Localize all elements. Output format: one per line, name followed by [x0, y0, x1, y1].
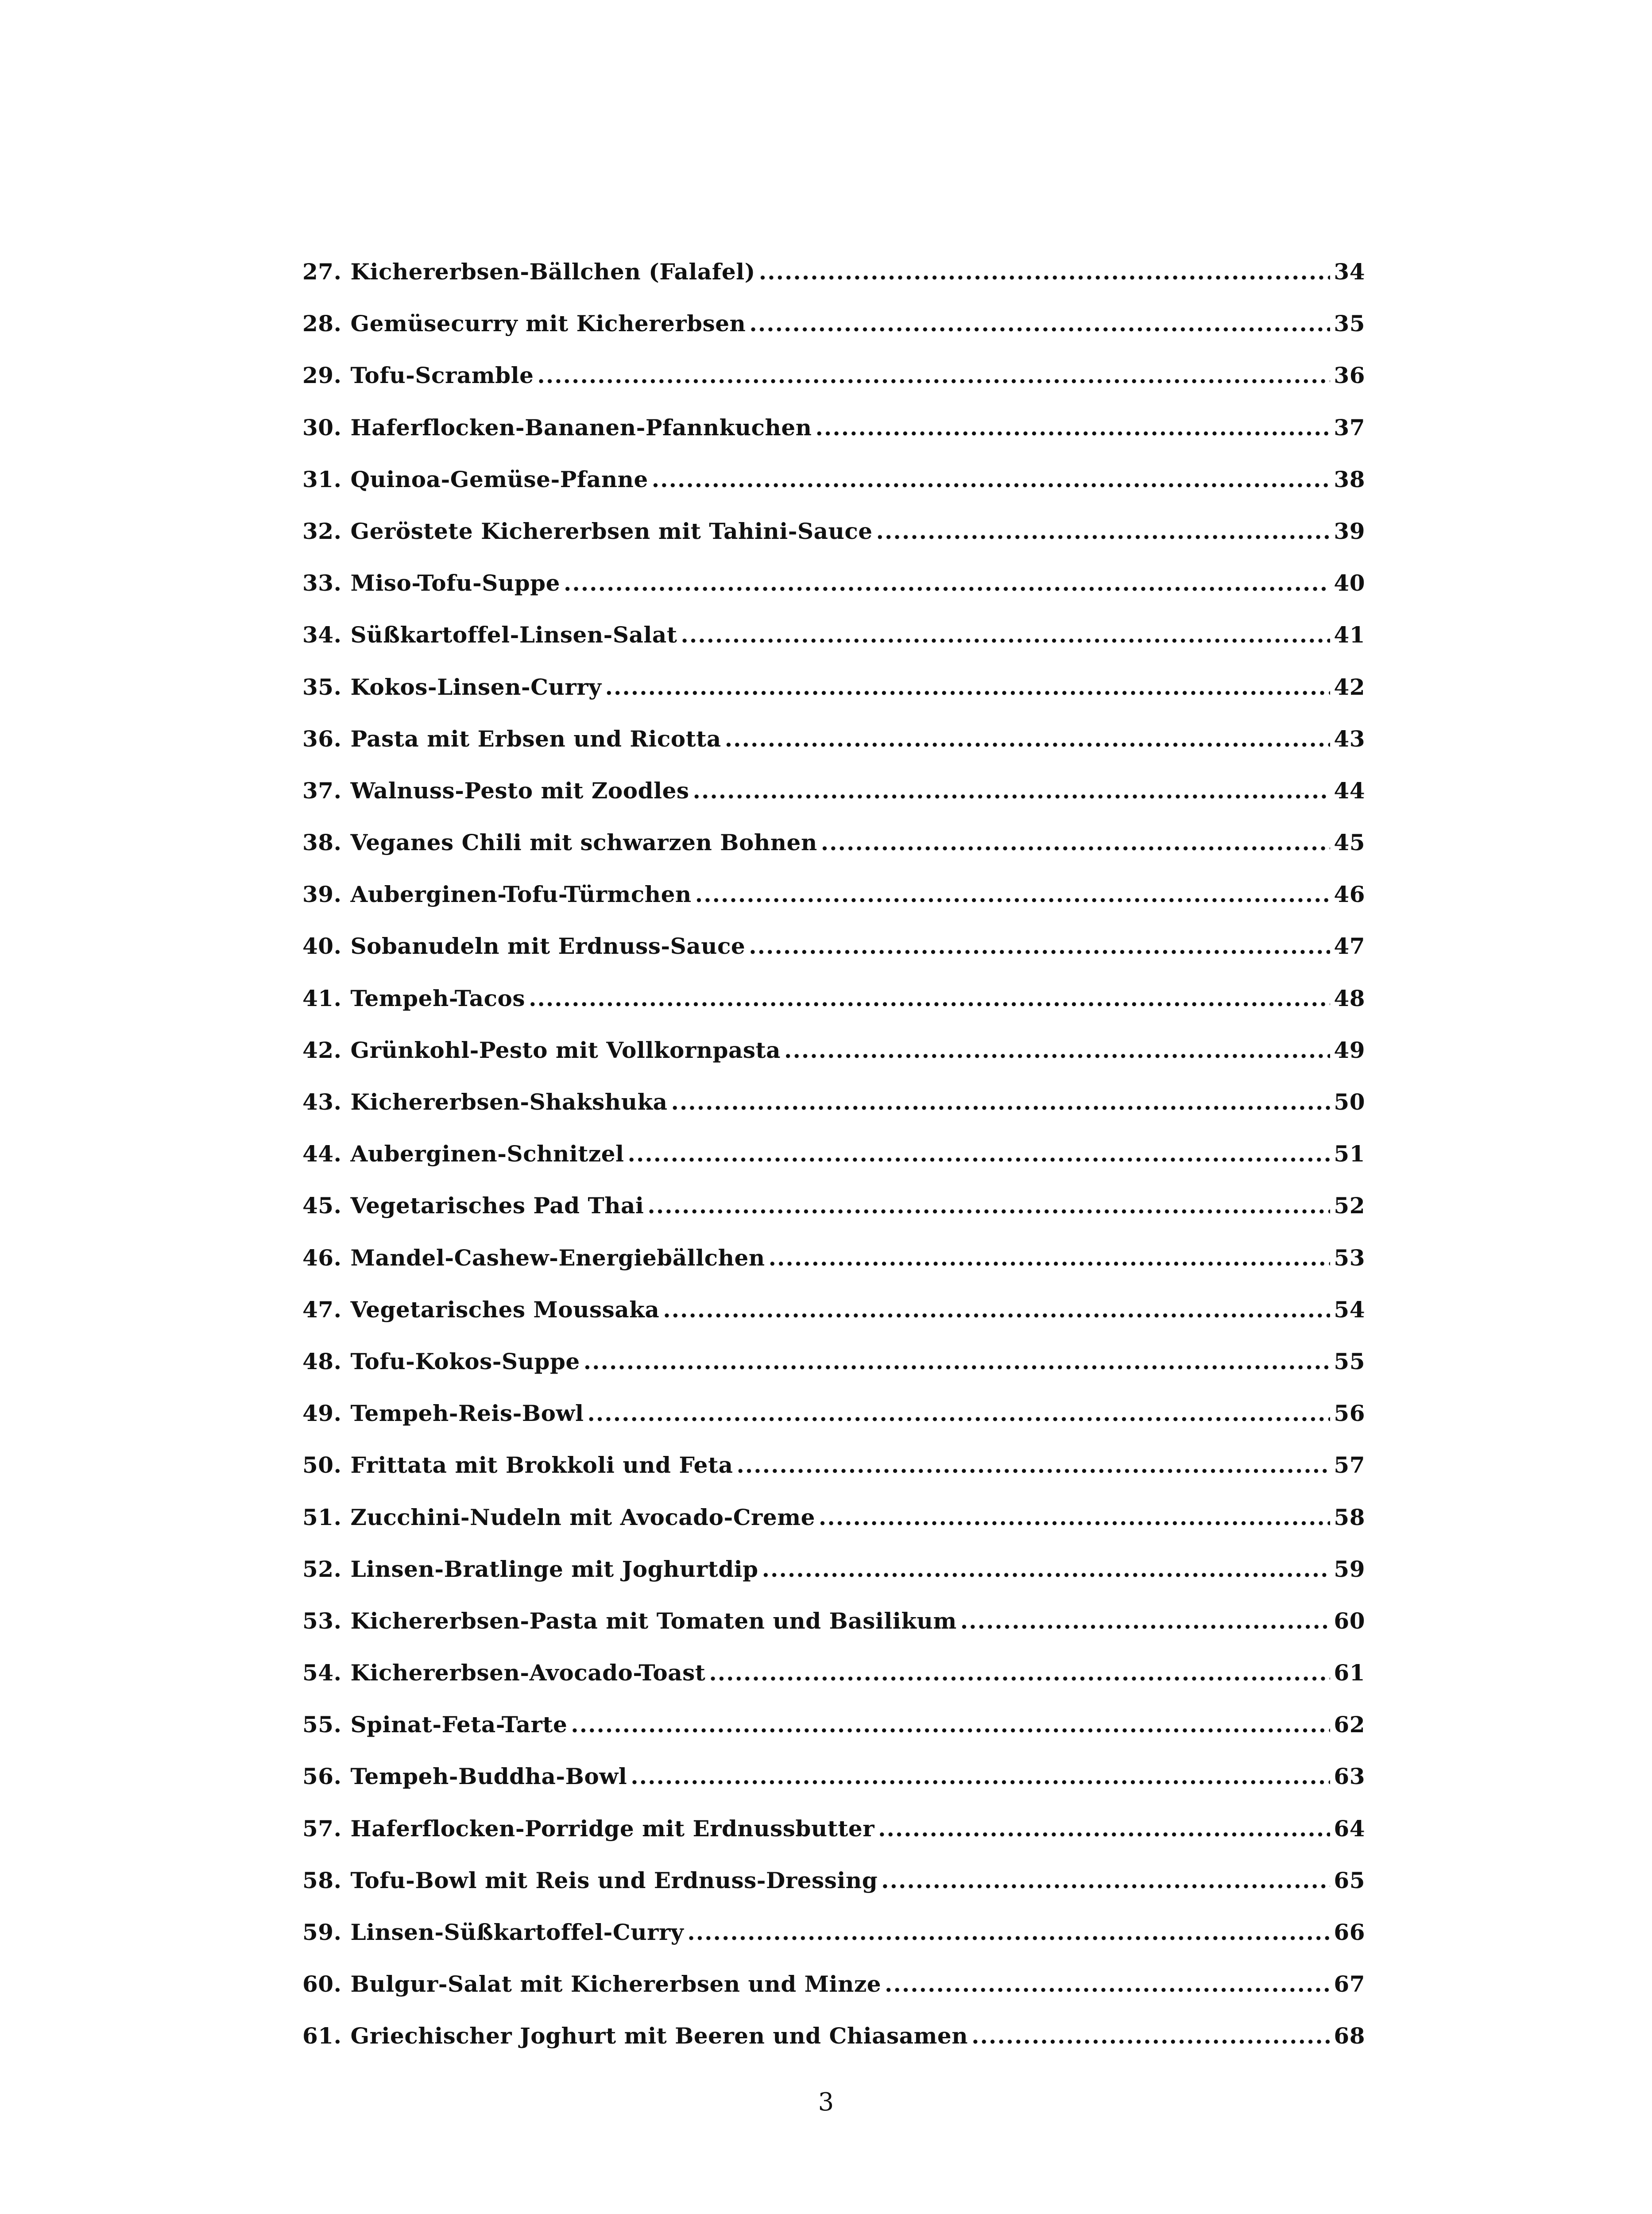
toc-leader-dots: [709, 1660, 1330, 1686]
toc-leader-dots: [885, 1971, 1330, 1997]
toc-leader-dots: [876, 518, 1331, 544]
toc-entry-number: 31.: [302, 466, 342, 492]
toc-entry-number: 29.: [302, 362, 342, 389]
toc-entry[interactable]: [302, 1348, 1365, 1400]
toc-entry-title: Tofu-Scramble: [350, 362, 534, 389]
toc-entry-number: 55.: [302, 1711, 342, 1738]
toc-entry-title: Kokos-Linsen-Curry: [350, 673, 602, 700]
toc-leader-dots: [960, 1608, 1331, 1634]
toc-entry-title: Zucchini-Nudeln mit Avocado-Creme: [350, 1504, 815, 1530]
toc-entry[interactable]: [302, 1867, 1365, 1919]
toc-entry[interactable]: [302, 1141, 1365, 1192]
toc-entry[interactable]: [302, 1763, 1365, 1815]
toc-entry-title: Spinat-Feta-Tarte: [350, 1711, 568, 1738]
toc-entry-title: Sobanudeln mit Erdnuss-Sauce: [350, 933, 746, 960]
toc-entry[interactable]: [302, 674, 1365, 726]
toc-entry-title: Linsen-Bratlinge mit Joghurtdip: [350, 1556, 758, 1582]
toc-entry-page: 39: [1334, 518, 1365, 544]
toc-entry-page: 38: [1334, 466, 1365, 492]
toc-leader-dots: [878, 1815, 1330, 1842]
toc-entry-page: 62: [1334, 1711, 1365, 1738]
toc-entry[interactable]: [302, 1504, 1365, 1556]
toc-entry-page: 46: [1334, 881, 1365, 908]
toc-entry-page: 48: [1334, 985, 1365, 1011]
toc-leader-dots: [663, 1297, 1330, 1323]
toc-entry-number: 47.: [302, 1296, 342, 1323]
toc-leader-dots: [605, 674, 1331, 700]
toc-leader-dots: [821, 829, 1331, 855]
toc-entry-title: Süßkartoffel-Linsen-Salat: [350, 622, 677, 648]
toc-entry-number: 49.: [302, 1400, 342, 1427]
toc-entry-page: 64: [1334, 1815, 1365, 1842]
toc-entry[interactable]: [302, 1556, 1365, 1608]
toc-entry-number: 59.: [302, 1919, 342, 1945]
toc-entry-title: Tempeh-Buddha-Bowl: [350, 1763, 627, 1790]
toc-entry-title: Vegetarisches Moussaka: [350, 1296, 660, 1323]
toc-entry-page: 36: [1334, 362, 1365, 389]
toc-entry-page: 57: [1334, 1452, 1365, 1479]
toc-leader-dots: [769, 1245, 1331, 1271]
toc-entry[interactable]: [302, 1192, 1365, 1244]
toc-entry-title: Veganes Chili mit schwarzen Bohnen: [350, 829, 817, 856]
toc-entry[interactable]: [302, 1400, 1365, 1452]
toc-entry-page: 56: [1334, 1400, 1365, 1427]
page-number: 3: [818, 2088, 834, 2117]
toc-entry-title: Frittata mit Brokkoli und Feta: [350, 1452, 733, 1479]
toc-entry-title: Griechischer Joghurt mit Beeren und Chiasamen: [350, 2023, 968, 2049]
toc-entry-number: 34.: [302, 622, 342, 648]
toc-entry-page: 49: [1334, 1037, 1365, 1063]
toc-entry[interactable]: [302, 1919, 1365, 1971]
toc-entry-title: Grünkohl-Pesto mit Vollkornpasta: [350, 1037, 781, 1063]
toc-entry[interactable]: [302, 1608, 1365, 1660]
toc-entry-number: 44.: [302, 1141, 342, 1167]
toc-entry-page: 67: [1334, 1971, 1365, 1997]
toc-entry[interactable]: [302, 1815, 1365, 1867]
toc-leader-dots: [759, 259, 1331, 285]
toc-leader-dots: [816, 414, 1331, 441]
toc-entry[interactable]: [302, 1037, 1365, 1089]
toc-entry-page: 63: [1334, 1763, 1365, 1790]
toc-entry[interactable]: [302, 622, 1365, 673]
toc-leader-dots: [687, 1919, 1330, 1945]
toc-entry-page: 35: [1334, 310, 1365, 337]
toc-entry-number: 60.: [302, 1971, 342, 1997]
toc-entry-number: 54.: [302, 1660, 342, 1686]
toc-leader-dots: [681, 622, 1330, 648]
toc-leader-dots: [631, 1763, 1330, 1789]
toc-entry-title: Miso-Tofu-Suppe: [350, 570, 560, 596]
toc-entry-page: 47: [1334, 933, 1365, 960]
toc-entry[interactable]: [302, 985, 1365, 1037]
toc-entry[interactable]: [302, 570, 1365, 622]
toc-leader-dots: [571, 1711, 1330, 1738]
toc-entry-title: Kichererbsen-Bällchen (Falafel): [350, 259, 755, 285]
toc-entry-page: 66: [1334, 1919, 1365, 1945]
toc-leader-dots: [529, 985, 1330, 1011]
toc-entry-number: 40.: [302, 933, 342, 960]
toc-entry-page: 61: [1334, 1660, 1365, 1686]
toc-entry-page: 58: [1334, 1504, 1365, 1530]
toc-entry-number: 41.: [302, 985, 342, 1011]
toc-entry[interactable]: [302, 1660, 1365, 1711]
toc-entry[interactable]: [302, 2023, 1365, 2075]
toc-entry-title: Tempeh-Tacos: [350, 985, 526, 1011]
toc-entry-page: 51: [1334, 1141, 1365, 1167]
toc-entry[interactable]: [302, 1297, 1365, 1348]
toc-entry-title: Geröstete Kichererbsen mit Tahini-Sauce: [350, 518, 873, 544]
toc-entry-page: 52: [1334, 1192, 1365, 1219]
toc-entry[interactable]: [302, 1452, 1365, 1504]
toc-entry-page: 34: [1334, 259, 1365, 285]
toc-entry-page: 54: [1334, 1296, 1365, 1323]
toc-entry-title: Kichererbsen-Shakshuka: [350, 1089, 668, 1115]
toc-entry-title: Mandel-Cashew-Energiebällchen: [350, 1244, 765, 1271]
toc-entry-page: 55: [1334, 1348, 1365, 1374]
toc-leader-dots: [671, 1089, 1330, 1115]
toc-entry-page: 68: [1334, 2023, 1365, 2049]
toc-leader-dots: [647, 1192, 1330, 1219]
toc-entry[interactable]: [302, 933, 1365, 985]
toc-leader-dots: [584, 1348, 1331, 1374]
toc-entry-number: 57.: [302, 1815, 342, 1842]
toc-entry-page: 60: [1334, 1607, 1365, 1634]
toc-entry-title: Tofu-Bowl mit Reis und Erdnuss-Dressing: [350, 1867, 878, 1893]
toc-entry[interactable]: [302, 1971, 1365, 2023]
toc-entry[interactable]: [302, 1089, 1365, 1141]
toc-entry[interactable]: [302, 466, 1365, 518]
toc-entry-number: 53.: [302, 1607, 342, 1634]
toc-leader-dots: [564, 570, 1330, 596]
toc-entry-page: 37: [1334, 414, 1365, 441]
toc-entry-number: 39.: [302, 881, 342, 908]
toc-entry[interactable]: [302, 829, 1365, 881]
table-of-contents: [302, 259, 1365, 2075]
toc-entry-number: 28.: [302, 310, 342, 337]
toc-entry-title: Kichererbsen-Avocado-Toast: [350, 1660, 706, 1686]
toc-entry-title: Linsen-Süßkartoffel-Curry: [350, 1919, 684, 1945]
toc-entry-page: 42: [1334, 673, 1365, 700]
toc-entry-number: 37.: [302, 777, 342, 804]
toc-entry[interactable]: [302, 362, 1365, 414]
toc-entry-number: 61.: [302, 2023, 342, 2049]
toc-entry-number: 52.: [302, 1556, 342, 1582]
toc-entry-title: Tempeh-Reis-Bowl: [350, 1400, 584, 1427]
toc-entry-number: 51.: [302, 1504, 342, 1530]
toc-entry-title: Haferflocken-Bananen-Pfannkuchen: [350, 414, 812, 441]
toc-entry-title: Haferflocken-Porridge mit Erdnussbutter: [350, 1815, 875, 1842]
toc-entry-title: Pasta mit Erbsen und Ricotta: [350, 725, 721, 752]
toc-entry-page: 65: [1334, 1867, 1365, 1893]
toc-entry-number: 38.: [302, 829, 342, 856]
toc-leader-dots: [819, 1504, 1330, 1530]
toc-entry-title: Gemüsecurry mit Kichererbsen: [350, 310, 746, 337]
toc-leader-dots: [971, 2023, 1330, 2049]
toc-entry[interactable]: [302, 518, 1365, 570]
toc-entry[interactable]: [302, 310, 1365, 362]
toc-entry-title: Walnuss-Pesto mit Zoodles: [350, 777, 689, 804]
toc-entry-page: 44: [1334, 777, 1365, 804]
toc-entry-number: 35.: [302, 673, 342, 700]
toc-entry-number: 46.: [302, 1244, 342, 1271]
toc-entry-page: 40: [1334, 570, 1365, 596]
toc-leader-dots: [749, 310, 1330, 337]
toc-entry[interactable]: [302, 881, 1365, 933]
toc-entry-page: 59: [1334, 1556, 1365, 1582]
toc-entry-number: 36.: [302, 725, 342, 752]
toc-entry-page: 41: [1334, 622, 1365, 648]
toc-entry-page: 53: [1334, 1244, 1365, 1271]
toc-entry-title: Auberginen-Schnitzel: [350, 1141, 624, 1167]
toc-entry-number: 32.: [302, 518, 342, 544]
toc-entry-page: 50: [1334, 1089, 1365, 1115]
toc-leader-dots: [695, 881, 1331, 907]
toc-entry[interactable]: [302, 259, 1365, 310]
toc-leader-dots: [652, 466, 1331, 492]
toc-entry-title: Vegetarisches Pad Thai: [350, 1192, 644, 1219]
toc-entry-title: Bulgur-Salat mit Kichererbsen und Minze: [350, 1971, 882, 1997]
toc-entry-title: Auberginen-Tofu-Türmchen: [350, 881, 692, 908]
toc-leader-dots: [537, 362, 1330, 388]
toc-entry-number: 33.: [302, 570, 342, 596]
toc-leader-dots: [881, 1867, 1330, 1893]
toc-leader-dots: [762, 1556, 1331, 1582]
toc-entry[interactable]: [302, 1245, 1365, 1297]
toc-entry-number: 30.: [302, 414, 342, 441]
toc-entry-number: 27.: [302, 259, 342, 285]
toc-entry[interactable]: [302, 414, 1365, 466]
toc-entry[interactable]: [302, 1711, 1365, 1763]
toc-entry-title: Quinoa-Gemüse-Pfanne: [350, 466, 648, 492]
toc-entry-number: 50.: [302, 1452, 342, 1479]
toc-leader-dots: [749, 933, 1330, 959]
toc-entry-title: Kichererbsen-Pasta mit Tomaten und Basilikum: [350, 1607, 957, 1634]
toc-entry-page: 45: [1334, 829, 1365, 856]
toc-leader-dots: [587, 1400, 1330, 1426]
toc-entry-title: Tofu-Kokos-Suppe: [350, 1348, 580, 1374]
toc-entry-number: 45.: [302, 1192, 342, 1219]
toc-leader-dots: [628, 1141, 1331, 1167]
toc-entry-number: 48.: [302, 1348, 342, 1374]
toc-entry[interactable]: [302, 726, 1365, 778]
toc-entry[interactable]: [302, 778, 1365, 829]
toc-leader-dots: [725, 726, 1331, 752]
toc-entry-number: 56.: [302, 1763, 342, 1790]
toc-entry-number: 43.: [302, 1089, 342, 1115]
toc-entry-number: 58.: [302, 1867, 342, 1893]
toc-entry-number: 42.: [302, 1037, 342, 1063]
toc-leader-dots: [784, 1037, 1330, 1063]
toc-leader-dots: [693, 778, 1331, 804]
toc-leader-dots: [736, 1452, 1330, 1478]
toc-entry-page: 43: [1334, 725, 1365, 752]
